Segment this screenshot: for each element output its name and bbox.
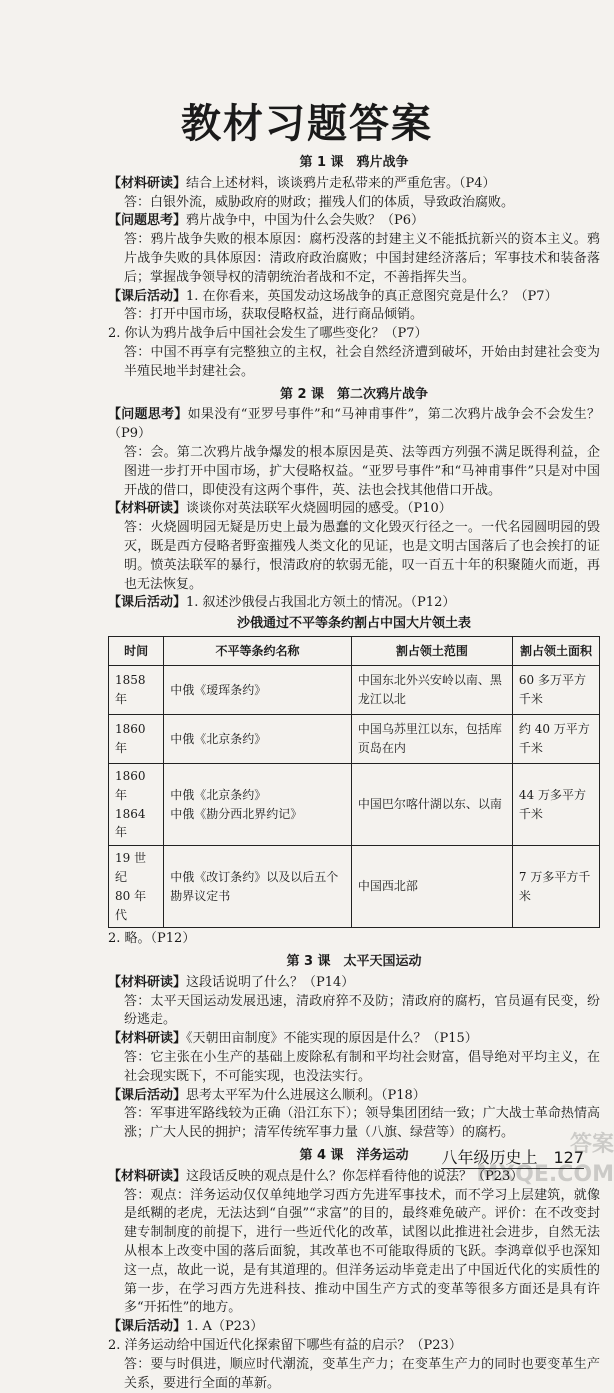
- answer-text: 答：它主张在小生产的基础上废除私有制和平均社会财富，倡导绝对平均主义，在社会现实既下，不可能实现，也没法实行。: [124, 1050, 600, 1084]
- answer-text: 答：要与时俱进，顺应时代潮流，变革生产力；在变革生产力的同时也要变革生产关系，要进行全面的革新。: [124, 1356, 600, 1391]
- table-cell: 中国西北部: [351, 846, 512, 928]
- question-text: 1. 叙述沙俄侵占我国北方领土的情况。（P12）: [186, 595, 456, 611]
- followup-line: 2. 略。（P12）: [108, 931, 196, 947]
- section-tag: 【材料研读】: [108, 1031, 187, 1047]
- section-tag: 【材料研读】: [108, 175, 187, 191]
- page-footer: 八年级历史上 127: [441, 1145, 584, 1169]
- question-line: [108, 1030, 600, 1049]
- section-tag: 【材料研读】: [108, 501, 187, 517]
- table-cell: 19 世纪 80 年代: [109, 846, 164, 928]
- table-row: [109, 846, 600, 928]
- section-tag: 【课后活动】: [108, 1087, 187, 1103]
- table-cell: 44 万多平方千米: [512, 763, 599, 845]
- question-line: [108, 594, 600, 613]
- question-line: [108, 1318, 600, 1337]
- table-cell: 中俄《北京条约》: [164, 714, 352, 763]
- question-text: 1. A（P23）: [186, 1319, 264, 1335]
- table-cell: 中国巴尔喀什湖以东、以南: [351, 763, 512, 845]
- table-cell: 中国东北外兴安岭以南、黑龙江以北: [351, 665, 512, 714]
- table-header: 割占领土范围: [351, 636, 512, 665]
- table-cell: 1860 年: [109, 714, 164, 763]
- table-row: [109, 665, 600, 714]
- question-line: [108, 500, 600, 519]
- section-tag: 【材料研读】: [108, 1168, 187, 1184]
- question-text: 鸦片战争中，中国为什么会失败？（P6）: [186, 213, 425, 229]
- answer-text: 答：白银外流，威胁政府的财政；摧残人们的体质，导致政治腐败。: [124, 194, 515, 210]
- answer-text: 答：观点：洋务运动仅仅单纯地学习西方先进军事技术，而不学习上层建筑，就像是纸糊的老虎，无法达到“自强”“求富”的目的，最终难免破产。评价：在不改变封建专制制度的前提下，进行一些近代化的改革，试图以此推进社会进步，自然无法从根本上改变中国的落后面貌，其改革也不可能取得质的飞跃。李鸿章似乎也深知这一点，故此一说，是有其道理的。但洋务运动毕竟走出了中国近代化的实质性的第一步，在学习西方先进科技、推动中国生产方式的变革等很多方面还是具有许多“开拓性”的地方。: [124, 1187, 600, 1316]
- question-text: 谈谈你对英法联军火烧圆明园的感受。（P10）: [186, 501, 452, 517]
- table-cell: 中俄《改订条约》以及以后五个勘界议定书: [164, 846, 352, 928]
- table-row: [109, 714, 600, 763]
- table-header: 不平等条约名称: [164, 636, 352, 665]
- watermark-logo: 答案 MXQE.COM: [476, 1132, 614, 1187]
- answer-text: 答：打开中国市场，获取侵略权益，进行商品倾销。: [124, 307, 424, 323]
- table-cell: 中俄《北京条约》 中俄《勘分西北界约记》: [164, 763, 352, 845]
- territory-table: [108, 636, 600, 928]
- section-tag: 【课后活动】: [108, 595, 187, 611]
- table-cell: 中国乌苏里江以东，包括库页岛在内: [351, 714, 512, 763]
- lesson-heading: 第 3 课 太平天国运动: [286, 954, 422, 970]
- lesson-heading: 第 4 课 洋务运动: [299, 1148, 409, 1164]
- question-line: [108, 1337, 600, 1356]
- answer-text: 答：军事进军路线较为正确（沿江东下）；领导集团团结一致；广大战士革命热情高涨；广大人民的拥护；清军传统军事力量（八旗、绿营等）的腐朽。: [124, 1106, 600, 1141]
- question-line: [108, 212, 600, 231]
- question-text: 结合上述材料，谈谈鸦片走私带来的严重危害。（P4）: [186, 175, 496, 191]
- lesson-heading: 第 2 课 第二次鸦片战争: [279, 386, 429, 402]
- question-text: 如果没有“亚罗号事件”和“马神甫事件”，第二次鸦片战争会不会发生？（P9）: [108, 407, 600, 442]
- answer-text: 答：中国不再享有完整独立的主权，社会自然经济遭到破坏，开始由封建社会变为半殖民地半封建社会。: [124, 344, 600, 379]
- question-line: [108, 1087, 600, 1106]
- question-text: 思考太平军为什么进展这么顺利。（P18）: [186, 1087, 426, 1103]
- page-title: 教材习题答案: [181, 101, 433, 147]
- lesson-heading: 第 1 课 鸦片战争: [299, 155, 409, 170]
- question-line: [108, 288, 600, 307]
- table-cell: 60 多万平方千米: [512, 665, 599, 714]
- question-text: 1. 在你看来，英国发动这场战争的真正意图究竟是什么？（P7）: [186, 288, 558, 304]
- table-row: [109, 763, 600, 845]
- question-text: 这段话反映的观点是什么？你怎样看待他的说法？（P23）: [186, 1168, 524, 1184]
- table-cell: 约 40 万平方千米: [512, 714, 599, 763]
- answer-content: [108, 150, 600, 1393]
- question-line: [108, 974, 600, 993]
- table-cell: 1858 年: [109, 665, 164, 714]
- question-text: 这段话说明了什么？（P14）: [186, 974, 355, 990]
- table-cell: 7 万多平方千米: [512, 846, 599, 928]
- answer-text: 答：火烧圆明园无疑是历史上最为愚蠢的文化毁灭行径之一。一代名园圆明园的毁灭，既是西方侵略者野蛮摧残人类文化的见证，也是文明古国落后了也会挨打的证明。愤英法联军的暴行，恨清政府的软弱无能，叹一百五十年的积聚随火而逝，再也无法恢复。: [124, 520, 600, 592]
- section-tag: 【材料研读】: [108, 974, 187, 990]
- question-line: [108, 175, 600, 194]
- answer-text: 答：会。第二次鸦片战争爆发的根本原因是英、法等西方列强不满足既得利益，企图进一步打开中国市场，扩大侵略权益。“亚罗号事件”和“马神甫事件”只是对中国开战的借口，即使没有这两个事件，英、法也会找其他借口开战。: [124, 444, 600, 498]
- table-caption: 沙俄通过不平等条约割占中国大片领土表: [236, 616, 471, 632]
- table-header: 时间: [109, 636, 164, 665]
- table-header: 割占领土面积: [512, 636, 599, 665]
- question-text: 2. 洋务运动给中国近代化探索留下哪些有益的启示？（P23）: [108, 1338, 462, 1354]
- question-line: [108, 325, 600, 344]
- answer-text: 答：太平天国运动发展迅速，清政府猝不及防；清政府的腐朽，官员逼有民变，纷纷逃走。: [124, 993, 600, 1028]
- question-text: 2. 你认为鸦片战争后中国社会发生了哪些变化？（P7）: [108, 326, 428, 342]
- question-text: 《天朝田亩制度》不能实现的原因是什么？（P15）: [186, 1031, 478, 1047]
- section-tag: 【课后活动】: [108, 1319, 187, 1335]
- question-line: [108, 406, 600, 444]
- table-cell: 中俄《瑷珲条约》: [164, 665, 352, 714]
- table-cell: 1860 年 1864 年: [109, 763, 164, 845]
- section-tag: 【问题思考】: [108, 213, 187, 229]
- answer-text: 答：鸦片战争失败的根本原因：腐朽没落的封建主义不能抵抗新兴的资本主义。鸦片战争失败的具体原因：清政府政治腐败；中国封建经济落后；军事技术和装备落后；掌握战争领导权的清朝统治者战和不定，不善指挥失当。: [124, 232, 600, 285]
- section-tag: 【课后活动】: [108, 288, 187, 304]
- section-tag: 【问题思考】: [108, 407, 188, 423]
